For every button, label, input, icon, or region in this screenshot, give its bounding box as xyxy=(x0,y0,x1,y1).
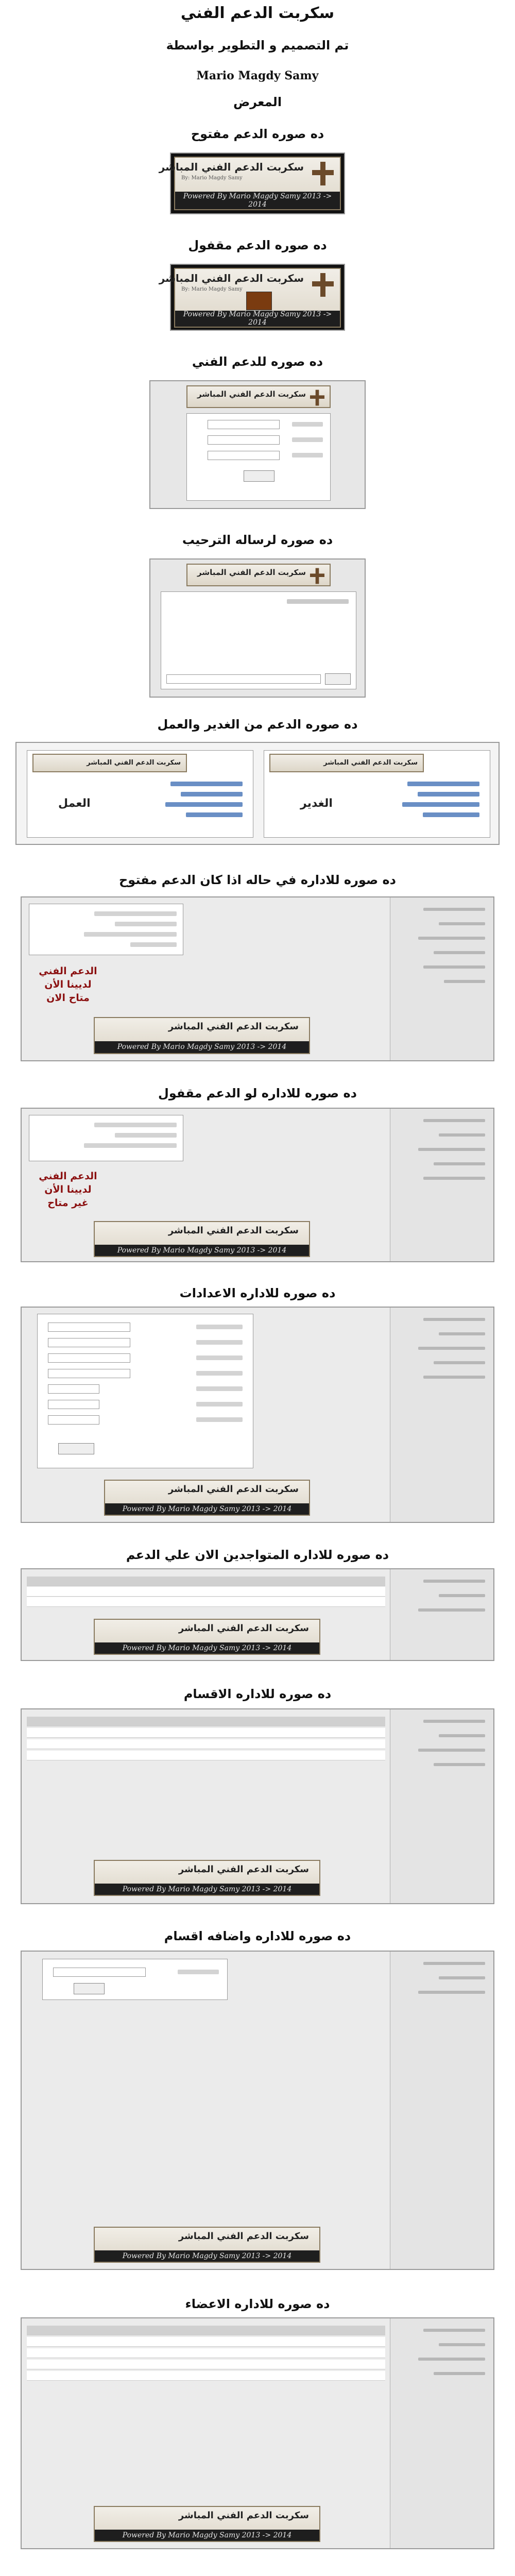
admin-sidebar xyxy=(390,1569,493,1660)
screenshot-welcome-message xyxy=(149,558,366,698)
banner-subtitle: By: Mario Magdy Samy xyxy=(181,175,243,181)
caption-add-department: ده صوره للاداره واضافه اقسام xyxy=(164,1929,351,1943)
banner xyxy=(94,2227,320,2263)
admin-sidebar xyxy=(390,897,493,1060)
banner xyxy=(159,268,341,328)
banner-footer: Powered By Mario Magdy Samy 2013 -> 2014 xyxy=(122,2531,292,2539)
save-settings-button[interactable] xyxy=(58,1443,94,1454)
banner-footer: Powered By Mario Magdy Samy 2013 -> 2014 xyxy=(183,192,332,209)
screenshot-support-open xyxy=(159,152,345,214)
chat-window xyxy=(161,591,356,689)
banner xyxy=(94,1221,310,1257)
banner xyxy=(94,1860,320,1896)
banner-title: سكربت الدعم الفني المباشر xyxy=(178,1864,309,1875)
banner xyxy=(186,385,331,408)
panel-left xyxy=(27,750,253,838)
caption-welcome-message: ده صوره لرساله الترحيب xyxy=(182,533,333,547)
caption-departments: ده صوره للاداره الاقسام xyxy=(183,1687,332,1701)
support-form xyxy=(186,413,331,501)
caption-support-closed: ده صوره الدعم مقفول xyxy=(188,238,327,252)
submit-button[interactable] xyxy=(244,470,274,482)
page-title: سكربت الدعم الفني xyxy=(180,4,335,22)
preview-heading: المعرض xyxy=(233,95,282,109)
banner xyxy=(94,2506,320,2542)
support-status: الدعم الفني لديينا الأن متاح الان xyxy=(39,965,97,1004)
settings-form xyxy=(37,1314,253,1468)
support-status: الدعم الفني لديينا الأن غير متاح xyxy=(39,1171,97,1209)
caption-members: ده صوره للاداره الاعضاء xyxy=(185,2297,330,2311)
panel-right xyxy=(264,750,490,838)
banner-title: سكربت الدعم الفني المباشر xyxy=(178,1623,309,1634)
banner-title: سكربت الدعم الفني المباشر xyxy=(87,759,181,767)
banner-title: سكربت الدعم الفني المباشر xyxy=(168,1225,299,1236)
cross-logo-icon xyxy=(308,567,327,585)
caption-online-users: ده صوره للاداره المتواجدين الان علي الدعم xyxy=(126,1548,389,1562)
banner xyxy=(104,1480,310,1516)
screenshot-admin-settings xyxy=(21,1307,494,1523)
banner-title: سكربت الدعم الفني المباشر xyxy=(178,2231,309,2242)
screenshot-online-users xyxy=(21,1568,494,1661)
banner xyxy=(269,754,424,772)
author-name: Mario Magdy Samy xyxy=(196,69,319,82)
banner xyxy=(159,157,341,210)
banner-footer: Powered By Mario Magdy Samy 2013 -> 2014 xyxy=(122,1643,292,1652)
message-input[interactable] xyxy=(166,674,321,684)
banner-footer: Powered By Mario Magdy Samy 2013 -> 2014 xyxy=(183,310,332,327)
closed-image xyxy=(246,292,272,310)
caption-support-open: ده صوره الدعم مفتوح xyxy=(191,127,324,141)
panel-label-right: الغدير xyxy=(300,797,333,810)
send-button[interactable] xyxy=(325,673,351,685)
cross-logo-icon xyxy=(309,271,337,299)
caption-dual-panels: ده صوره الدعم من الغدير والعمل xyxy=(157,717,358,732)
screenshot-admin-closed xyxy=(21,1108,494,1262)
banner xyxy=(94,1619,320,1655)
banner-footer: Powered By Mario Magdy Samy 2013 -> 2014 xyxy=(117,1043,287,1052)
cross-logo-icon xyxy=(308,388,327,407)
banner-subtitle: By: Mario Magdy Samy xyxy=(181,286,243,292)
add-department-form xyxy=(42,1959,228,2000)
caption-admin-settings: ده صوره للاداره الاعدادات xyxy=(179,1286,336,1300)
screenshot-add-department xyxy=(21,1951,494,2270)
banner-footer: Powered By Mario Magdy Samy 2013 -> 2014 xyxy=(122,1504,292,1513)
email-input[interactable] xyxy=(208,435,280,445)
screenshot-departments xyxy=(21,1708,494,1904)
cross-logo-icon xyxy=(309,160,337,188)
admin-sidebar xyxy=(390,1709,493,1903)
admin-sidebar xyxy=(390,2318,493,2548)
banner-title: سكربت الدعم الفني المباشر xyxy=(159,272,304,284)
banner xyxy=(94,1017,310,1054)
banner xyxy=(32,754,187,772)
banner-title: سكربت الدعم الفني المباشر xyxy=(323,759,418,767)
banner-title: سكربت الدعم الفني المباشر xyxy=(197,389,306,399)
screenshot-technical-support xyxy=(149,380,366,509)
name-input[interactable] xyxy=(208,420,280,429)
banner-title: سكربت الدعم الفني المباشر xyxy=(159,161,304,173)
screenshot-members xyxy=(21,2317,494,2549)
admin-sidebar xyxy=(390,1952,493,2269)
banner-footer: Powered By Mario Magdy Samy 2013 -> 2014 xyxy=(122,1885,292,1893)
credit-line: تم التصميم و التطوير بواسطة xyxy=(166,38,349,53)
panel-label-left: العمل xyxy=(58,797,91,810)
add-department-button[interactable] xyxy=(74,1983,105,1994)
banner-footer: Powered By Mario Magdy Samy 2013 -> 2014 xyxy=(122,2251,292,2260)
caption-admin-open: ده صوره للاداره في حاله اذا كان الدعم مفتوح xyxy=(119,873,396,887)
admin-sidebar xyxy=(390,1109,493,1261)
screenshot-support-closed xyxy=(159,264,345,331)
banner-title: سكربت الدعم الفني المباشر xyxy=(168,1021,299,1032)
department-name-input[interactable] xyxy=(53,1968,146,1977)
screenshot-dual-panels xyxy=(15,742,500,845)
banner-title: سكربت الدعم الفني المباشر xyxy=(197,568,306,577)
screenshot-admin-open xyxy=(21,896,494,1061)
caption-admin-closed: ده صوره للاداره لو الدعم مقفول xyxy=(158,1086,357,1100)
department-select[interactable] xyxy=(208,451,280,460)
banner-footer: Powered By Mario Magdy Samy 2013 -> 2014 xyxy=(117,1246,287,1255)
banner xyxy=(186,564,331,586)
admin-sidebar xyxy=(390,1308,493,1522)
caption-technical-support: ده صوره للدعم الفني xyxy=(192,354,323,369)
banner-title: سكربت الدعم الفني المباشر xyxy=(168,1484,299,1495)
banner-title: سكربت الدعم الفني المباشر xyxy=(178,2510,309,2521)
